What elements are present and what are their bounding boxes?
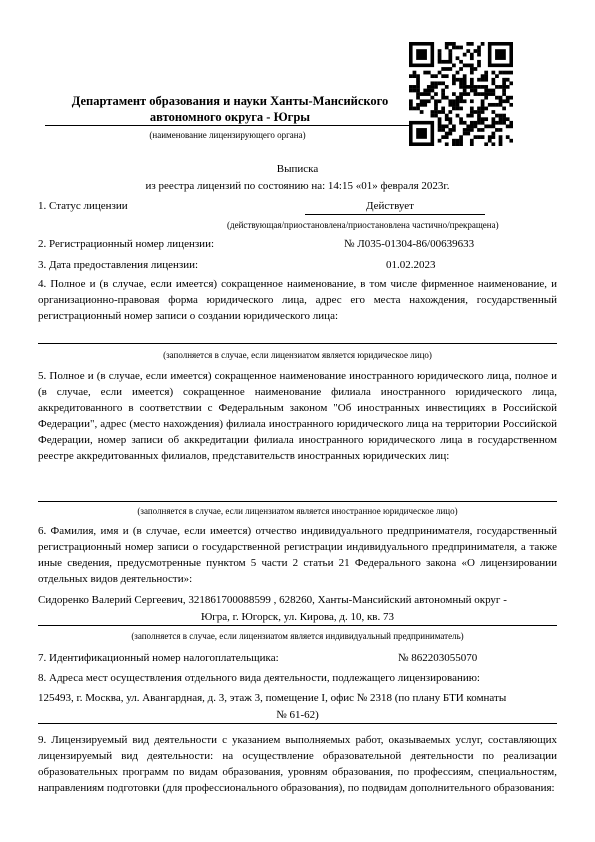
regnum-value: № Л035-01304-86/00639633 [344,238,475,250]
p4-text: 4. Полное и (в случае, если имеется) сокращенное наименование, в том числе фирменное наименование, и организационно-правовая форма юридического лица, адрес его места нахождения, государственный регистрационный номер записи о создании юридического лица: [38,278,557,322]
p6-caption: (заполняется в случае, если лицензиатом является индивидуальный предприниматель) [131,631,464,641]
p9-text: 9. Лицензируемый вид деятельности с указанием выполняемых работ, оказываемых услуг, составляющих лицензируемый вид деятельности: на осуществление образовательной деятельности по реализации образовательных программ по видам образования, уровням образования, по профессиям, специальностям, направлениям подготовки (для профессионального образования), по подвидам дополнительного образования: [38,734,557,794]
p4-caption: (заполняется в случае, если лицензиатом является юридическое лицо) [163,350,432,360]
p5-caption: (заполняется в случае, если лицензиатом является иностранное юридическое лицо) [137,506,458,516]
org-caption: (наименование лицензирующего органа) [149,130,306,140]
org-name-line1: Департамент образования и науки Ханты-Мансийского [71,94,389,108]
p6-value-line2: Югра, г. Югорск, ул. Кирова, д. 10, кв. 73 [200,611,395,623]
status-label: 1. Статус лицензии [38,200,128,212]
p6-value-line1: Сидоренко Валерий Сергеевич, 321861700088599 , 628260, Ханты-Мансийский автономный округ - [38,594,507,606]
org-name-line2: автономного округа - Югры [149,110,311,124]
p8-value-line2: № 61-62) [276,709,319,721]
date-value: 01.02.2023 [386,259,436,271]
status-value: Действует [366,200,414,212]
p5-underline [38,501,557,502]
doc-subtitle: из реестра лицензий по состоянию на: 14:15 «01» февраля 2023г. [145,180,450,192]
org-underline [45,125,410,126]
inn-label: 7. Идентификационный номер налогоплательщика: [38,652,279,664]
p8-underline [38,723,557,724]
p6-underline [38,625,557,626]
status-caption: (действующая/приостановлена/приостановлена частично/прекращена) [227,220,499,230]
p8-value-line1: 125493, г. Москва, ул. Авангардная, д. 3, этаж 3, помещение I, офис № 2318 (по плану БТИ комнаты [38,692,507,704]
p8-label: 8. Адреса мест осуществления отдельного вида деятельности, подлежащего лицензированию: [38,672,480,684]
inn-value: № 862203055070 [398,652,478,664]
regnum-label: 2. Регистрационный номер лицензии: [38,238,215,250]
doc-title: Выписка [276,163,319,175]
p5-text: 5. Полное и (в случае, если имеется) сокращенное наименование иностранного юридического лица, полное и (в случае, если имеется) сокращенное наименование филиала иностранного юридического лица, аккредитованного в соответствии с Федеральным законом "Об иностранных инвестициях в Российской Федерации", адрес (место нахождения) филиала иностранного юридического лица на территории Российской Федерации, номер записи об аккредитации филиала иностранного юридического лица в государственном реестре аккредитованных филиалов, представительств иностранных юридических лиц: [38,370,557,462]
org-name [30,93,430,125]
status-underline [305,214,485,215]
p4-underline [38,343,557,344]
date-label: 3. Дата предоставления лицензии: [38,259,199,271]
p6-text: 6. Фамилия, имя и (в случае, если имеется) отчество индивидуального предпринимателя, государственный регистрационный номер записи о государственной регистрации индивидуального предпринимателя, а также иные сведения, предусмотренные пунктом 5 части 2 статьи 21 Федерального закона «О лицензировании отдельных видов деятельности»: [38,525,557,585]
